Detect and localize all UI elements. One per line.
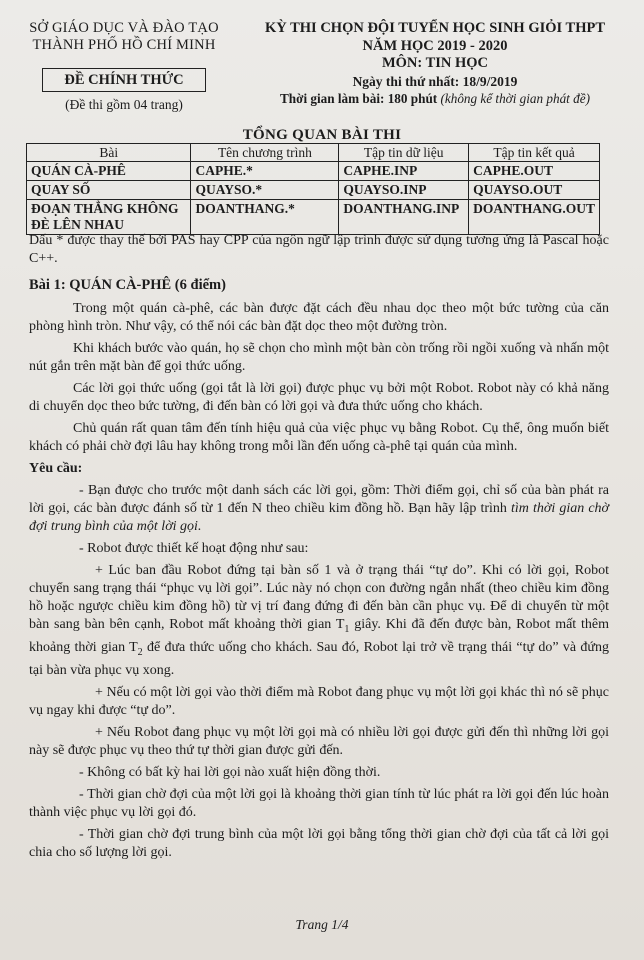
column-header: Tập tin kết quả bbox=[469, 144, 600, 162]
column-header: Tập tin dữ liệu bbox=[339, 144, 469, 162]
requirement: - Thời gian chờ đợi của một lời gọi là khoảng thời gian tính từ lúc phát ra lời gọi đến lúc hoàn thành việc phục vụ lời gọi đó. bbox=[29, 786, 609, 820]
language-note: Dấu * được thay thế bởi PAS hay CPP của ngôn ngữ lập trình được sử dụng tương ứng là Pascal hoặc C++. bbox=[29, 233, 609, 266]
pages-note: (Đề thi gồm 04 trang) bbox=[65, 97, 183, 112]
exam-duration bbox=[240, 90, 630, 108]
problem-name: QUAY SỐ bbox=[27, 181, 191, 200]
overview-table bbox=[26, 143, 600, 235]
duration-label: Thời gian làm bài: 180 phút bbox=[280, 91, 438, 106]
official-exam-box: ĐỀ CHÍNH THỨC bbox=[42, 68, 206, 92]
problem-name: QUÁN CÀ-PHÊ bbox=[27, 162, 191, 181]
requirement-task: tìm thời gian chờ đợi trung bình của một lời gọi. bbox=[29, 501, 610, 534]
input-file: DOANTHANG.INP bbox=[339, 200, 469, 235]
program-name: QUAYSO.* bbox=[191, 181, 339, 200]
table-row bbox=[27, 181, 600, 200]
requirement-text: giây. Khi đã đến được bàn, Robot mất thêm khoảng thời gian T bbox=[29, 617, 609, 655]
output-file: CAPHE.OUT bbox=[469, 162, 600, 181]
subject: MÔN: TIN HỌC bbox=[381, 55, 489, 71]
overview-title: TỔNG QUAN BÀI THI bbox=[242, 127, 402, 143]
exam-date: Ngày thi thứ nhất: 18/9/2019 bbox=[352, 73, 518, 89]
requirement: - Robot được thiết kế hoạt động như sau: bbox=[79, 541, 309, 556]
paragraph: Trong một quán cà-phê, các bàn được đặt cách đều nhau dọc theo một bức tường của căn phòng hình tròn. Như vậy, có thể nói các bàn đặt dọc theo một đường tròn. bbox=[29, 301, 609, 334]
subscript: 2 bbox=[137, 646, 143, 658]
requirement: - Thời gian chờ đợi trung bình của một lời gọi bằng tổng thời gian chờ đợi của tất cả lời gọi chia cho số lượng lời gọi. bbox=[29, 826, 609, 860]
header-left bbox=[14, 20, 234, 113]
input-file: QUAYSO.INP bbox=[339, 181, 469, 200]
requirements-title: Yêu cầu: bbox=[29, 461, 83, 476]
department-name: SỞ GIÁO DỤC VÀ ĐÀO TẠO bbox=[29, 20, 219, 36]
paragraph: Khi khách bước vào quán, họ sẽ chọn cho mình một bàn còn trống rồi ngồi xuống và nhấn một nút gắn trên mặt bàn để gọi thức uống. bbox=[29, 341, 609, 374]
header-right bbox=[240, 20, 630, 108]
exam-body bbox=[29, 232, 609, 862]
program-name: CAPHE.* bbox=[191, 162, 339, 181]
requirement-text: để đưa thức uống cho khách. Sau đó, Robot lại trở về trạng thái “tự do” và đứng tại bàn vừa phục vụ xong. bbox=[29, 639, 609, 678]
input-file: CAPHE.INP bbox=[339, 162, 469, 181]
duration-note: (không kể thời gian phát đề) bbox=[440, 91, 590, 106]
requirement-text: - Bạn được cho trước một danh sách các lời gọi, gồm: Thời điểm gọi, chỉ số của bàn phát ra lời gọi, các bàn được đánh số từ 1 đến N theo chiều kim đồng hồ. Bạn hãy lập trình bbox=[29, 483, 609, 516]
table-header-row bbox=[27, 144, 600, 162]
paragraph: Chủ quán rất quan tâm đến tính hiệu quả của việc phục vụ bằng Robot. Cụ thể, ông muốn biết khách có phải chờ đợi lâu hay không trong mỗi lần đến uống cà-phê tại quán của mình. bbox=[29, 421, 609, 454]
output-file: DOANTHANG.OUT bbox=[469, 200, 600, 235]
problem-title: Bài 1: QUÁN CÀ-PHÊ (6 điểm) bbox=[29, 277, 226, 293]
column-header: Tên chương trình bbox=[191, 144, 339, 162]
requirement: + Nếu Robot đang phục vụ một lời gọi mà có nhiều lời gọi được gửi đến thì những lời gọi này sẽ được phục vụ theo thứ tự thời gian được gửi đến. bbox=[29, 724, 609, 758]
column-header: Bài bbox=[27, 144, 191, 162]
requirement: + Nếu có một lời gọi vào thời điểm mà Robot đang phục vụ một lời gọi khác thì nó sẽ phục vụ ngay khi được “tự do”. bbox=[29, 684, 609, 718]
table-row bbox=[27, 200, 600, 235]
exam-title: KỲ THI CHỌN ĐỘI TUYỂN HỌC SINH GIỎI THPT bbox=[264, 20, 605, 36]
table-row bbox=[27, 162, 600, 181]
school-year: NĂM HỌC 2019 - 2020 bbox=[362, 37, 508, 54]
subscript: 1 bbox=[344, 623, 350, 635]
requirement-text: + Lúc ban đầu Robot đứng tại bàn số 1 và ở trạng thái “tự do”. Khi có lời gọi, Robot chuyển sang trạng thái “phục vụ lời gọi”. Lúc này nó chọn con đường ngắn nhất (theo chiều kim đồng hồ hoặc ngược chiều kim đồng hồ) từ vị trí đang đứng đi đến bàn cần phục vụ. Để di chuyển từ một bàn sang bàn bên cạnh, Robot mất khoảng thời gian T bbox=[29, 563, 609, 632]
requirement: - Không có bất kỳ hai lời gọi nào xuất hiện đồng thời. bbox=[79, 764, 381, 780]
requirement bbox=[29, 482, 609, 536]
output-file: QUAYSO.OUT bbox=[469, 181, 600, 200]
paragraph: Các lời gọi thức uống (gọi tắt là lời gọi) được phục vụ bởi một Robot. Robot này có khả năng di chuyển dọc theo bức tường, đi đến bàn có lời gọi và đưa thức uống cho khách. bbox=[29, 381, 609, 414]
requirement bbox=[29, 562, 609, 680]
problem-name: ĐOẠN THẲNG KHÔNG ĐÈ LÊN NHAU bbox=[27, 200, 191, 235]
page-number: Trang 1/4 bbox=[295, 917, 349, 932]
city-name: THÀNH PHỐ HỒ CHÍ MINH bbox=[32, 37, 216, 53]
program-name: DOANTHANG.* bbox=[191, 200, 339, 235]
